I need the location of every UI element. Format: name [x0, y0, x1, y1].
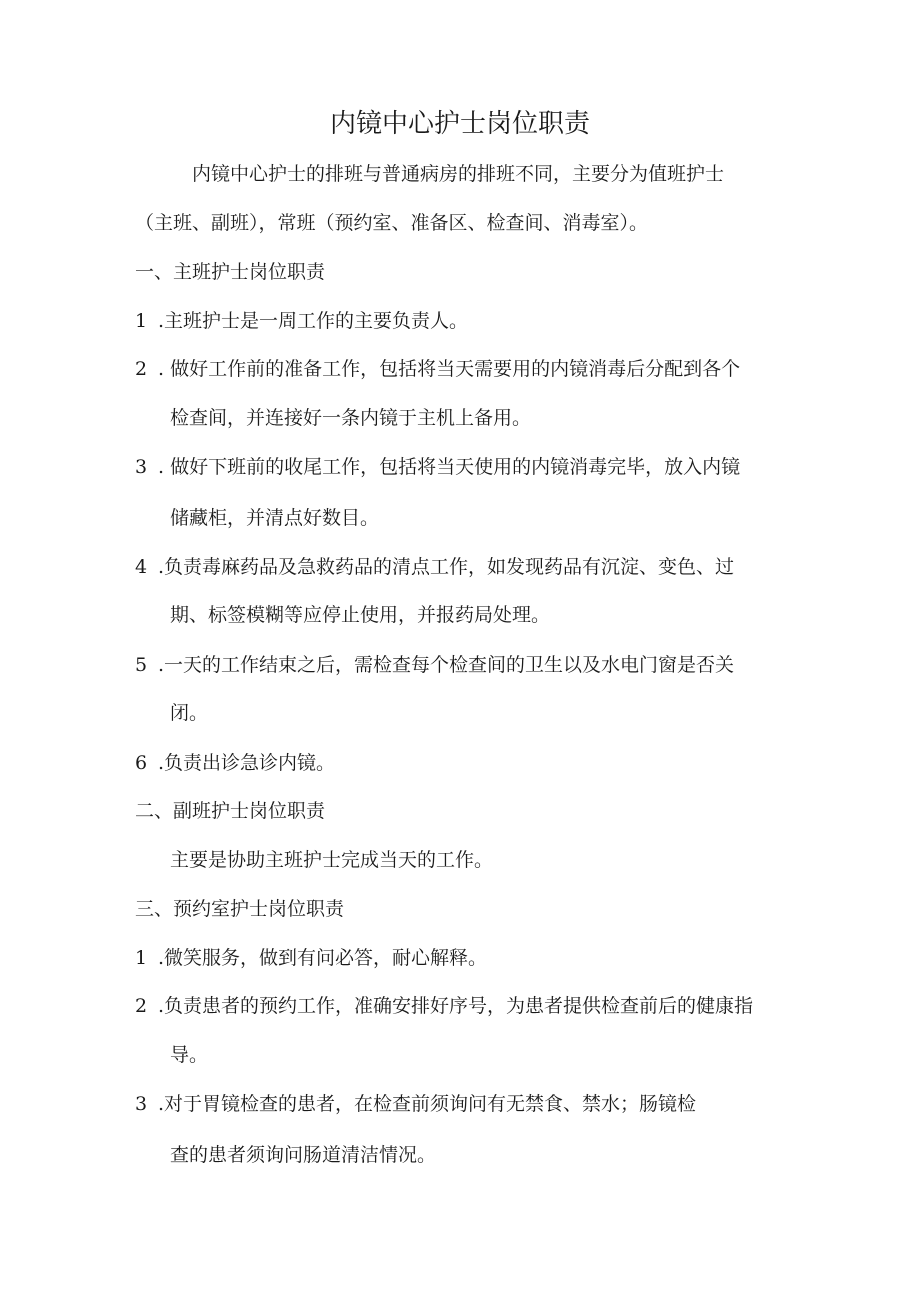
item-text-continued: 查的患者须询问肠道清洁情况。	[170, 1144, 437, 1166]
item-text: .微笑服务，做到有问必答，耐心解释。	[158, 947, 488, 969]
document-title: 内镜中心护士岗位职责	[329, 109, 590, 139]
section-body: 主要是协助主班护士完成当天的工作。	[170, 849, 494, 871]
intro-line-1: 内镜中心护士的排班与普通病房的排班不同，主要分为值班护士	[192, 163, 725, 185]
item-text: . 做好工作前的准备工作，包括将当天需要用的内镜消毒后分配到各个	[158, 358, 741, 380]
item-number: 5	[135, 654, 148, 676]
item-number: 3	[135, 456, 148, 478]
item-number: 2	[135, 358, 148, 380]
item-number: 1	[135, 947, 148, 969]
section-heading: 一、主班护士岗位职责	[135, 261, 326, 283]
item-text-continued: 导。	[170, 1044, 209, 1066]
item-text: . 做好下班前的收尾工作，包括将当天使用的内镜消毒完毕，放入内镜	[158, 456, 741, 478]
item-text-continued: 闭。	[170, 702, 209, 724]
item-text: .主班护士是一周工作的主要负责人。	[158, 310, 469, 332]
item-text: .一天的工作结束之后，需检查每个检查间的卫生以及水电门窗是否关	[158, 654, 735, 676]
item-text-continued: 检查间，并连接好一条内镜于主机上备用。	[170, 407, 532, 429]
section-heading: 三、预约室护士岗位职责	[135, 898, 345, 920]
item-text: .负责出诊急诊内镜。	[158, 752, 336, 774]
item-number: 2	[135, 995, 148, 1017]
intro-line-2: （主班、副班），常班（预约室、准备区、检查间、消毒室）。	[135, 212, 649, 234]
item-text: .负责患者的预约工作，准确安排好序号，为患者提供检查前后的健康指	[158, 995, 754, 1017]
item-text: .对于胃镜检查的患者，在检查前须询问有无禁食、禁水；肠镜检	[158, 1093, 697, 1115]
item-number: 4	[135, 556, 148, 578]
item-number: 6	[135, 752, 148, 774]
item-text-continued: 期、标签模糊等应停止使用，并报药局处理。	[170, 604, 551, 626]
item-text-continued: 储藏柜，并清点好数目。	[170, 507, 380, 529]
item-number: 3	[135, 1093, 148, 1115]
item-number: 1	[135, 310, 148, 332]
item-text: .负责毒麻药品及急救药品的清点工作，如发现药品有沉淀、变色、过	[158, 556, 735, 578]
section-heading: 二、副班护士岗位职责	[135, 800, 326, 822]
